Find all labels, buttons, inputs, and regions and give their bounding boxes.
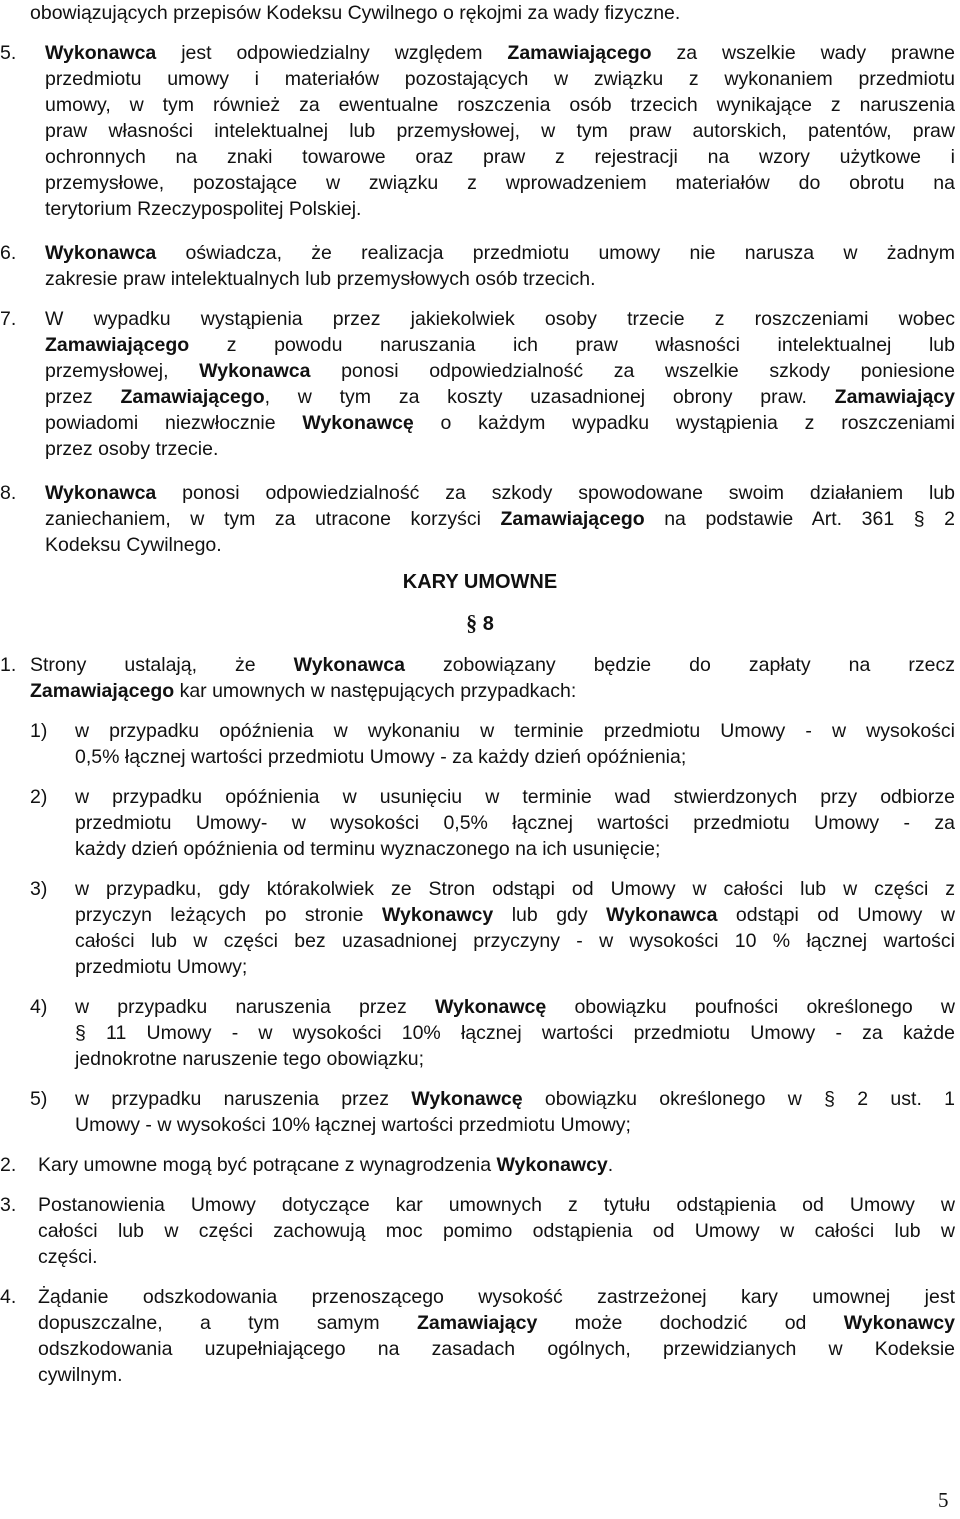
paragraph-number: 3. <box>0 1194 17 1216</box>
paragraph-line: Strony ustalają, że Wykonawca zobowiązany będzie do zapłaty na rzecz <box>30 654 955 676</box>
party-name: Zamawiającego <box>507 42 652 64</box>
list-item-line: w przypadku naruszenia przez Wykonawcę obowiązku poufności określonego w <box>75 996 955 1018</box>
paragraph-number: 2. <box>0 1154 17 1176</box>
paragraph-line: Wykonawca ponosi odpowiedzialność za szkody spowodowane swoim działaniem lub <box>45 482 955 504</box>
paragraph-number: 1. <box>0 654 17 676</box>
party-name: Zamawiającego <box>500 508 645 530</box>
list-item-number: 5) <box>30 1088 48 1110</box>
paragraph-line: praw własności intelektualnej lub przemysłowej, w tym praw autorskich, patentów, praw <box>45 120 955 142</box>
paragraph-number: 7. <box>0 308 17 330</box>
paragraph-line: obowiązujących przepisów Kodeksu Cywilnego o rękojmi za wady fizyczne. <box>30 2 681 24</box>
paragraph-line: Kary umowne mogą być potrącane z wynagrodzenia Wykonawcy. <box>38 1154 614 1176</box>
list-item-line: § 11 Umowy - w wysokości 10% łącznej wartości przedmiotu Umowy - za każde <box>75 1022 955 1044</box>
paragraph-line: Żądanie odszkodowania przenoszącego wysokość zastrzeżonej kary umownej jest <box>38 1286 955 1308</box>
party-name: Wykonawca <box>293 654 405 676</box>
section-number <box>0 610 960 636</box>
paragraph-number: 8. <box>0 482 17 504</box>
section-heading: KARY UMOWNE <box>402 571 558 593</box>
party-name: Wykonawcy <box>381 904 494 926</box>
party-name: Wykonawca <box>45 482 157 504</box>
party-name: Wykonawca <box>606 904 718 926</box>
paragraph-line: Wykonawca jest odpowiedzialny względem Zamawiającego za wszelkie wady prawne <box>45 42 955 64</box>
paragraph-line: W wypadku wystąpienia przez jakiekolwiek osoby trzecie z roszczeniami wobec <box>45 308 955 330</box>
paragraph-line: umowy, w tym również za ewentualne roszczenia osób trzecich wynikające z naruszenia <box>45 94 955 116</box>
list-item-line: każdy dzień opóźnienia od terminu wyznaczonego na ich usunięcie; <box>75 838 661 860</box>
paragraph-line: dopuszczalne, a tym samym Zamawiający może dochodzić od Wykonawcy <box>38 1312 955 1334</box>
party-name: Wykonawca <box>45 42 157 64</box>
paragraph-line: odszkodowania uzupełniającego na zasadach ogólnych, przewidzianych w Kodeksie <box>38 1338 955 1360</box>
party-name: Zamawiającego <box>30 680 175 702</box>
party-name: Wykonawcę <box>411 1088 523 1110</box>
list-item-line: jednokrotne naruszenie tego obowiązku; <box>75 1048 425 1070</box>
paragraph-number: 5. <box>0 42 17 64</box>
page-number: 5 <box>938 1488 949 1512</box>
list-item-line: w przypadku naruszenia przez Wykonawcę obowiązku określonego w § 2 ust. 1 <box>75 1088 955 1110</box>
list-item-line: całości lub w części bez uzasadnionej przyczyny - w wysokości 10 % łącznej wartości <box>75 930 955 952</box>
party-name: Zamawiający <box>834 386 955 408</box>
list-item-line: w przypadku opóźnienia w usunięciu w terminie wad stwierdzonych przy odbiorze <box>75 786 955 808</box>
paragraph-number: 6. <box>0 242 17 264</box>
paragraph-line: przez Zamawiającego, w tym za koszty uzasadnionej obrony praw. Zamawiający <box>45 386 955 408</box>
list-item-line: Umowy - w wysokości 10% łącznej wartości przedmiotu Umowy; <box>75 1114 631 1136</box>
paragraph-line: Postanowienia Umowy dotyczące kar umownych z tytułu odstąpienia od Umowy w <box>38 1194 955 1216</box>
paragraph-line: cywilnym. <box>38 1364 123 1386</box>
list-item-line: przyczyn leżących po stronie Wykonawcy lub gdy Wykonawca odstąpi od Umowy w <box>75 904 955 926</box>
party-name: Wykonawcę <box>434 996 547 1018</box>
list-item-line: przedmiotu Umowy; <box>75 956 248 978</box>
list-item-line: przedmiotu Umowy- w wysokości 0,5% łącznej wartości przedmiotu Umowy - za <box>75 812 955 834</box>
list-item-number: 2) <box>30 786 48 808</box>
party-name: Zamawiającego <box>45 334 190 356</box>
party-name: Zamawiający <box>416 1312 538 1334</box>
paragraph-line: Zamawiającego z powodu naruszania ich praw własności intelektualnej lub <box>45 334 955 356</box>
party-name: Wykonawcę <box>302 412 414 434</box>
list-item-number: 1) <box>30 720 48 742</box>
paragraph-number: 4. <box>0 1286 17 1308</box>
paragraph-line: terytorium Rzeczypospolitej Polskiej. <box>45 198 362 220</box>
paragraph-line: Zamawiającego kar umownych w następujących przypadkach: <box>30 680 577 702</box>
paragraph-line: przez osoby trzecie. <box>45 438 219 460</box>
paragraph-line: Wykonawca oświadcza, że realizacja przedmiotu umowy nie narusza w żadnym <box>45 242 955 264</box>
paragraph-line: zaniechaniem, w tym za utracone korzyści Zamawiającego na podstawie Art. 361 § 2 <box>45 508 955 530</box>
party-name: Wykonawca <box>45 242 157 264</box>
list-item-line: 0,5% łącznej wartości przedmiotu Umowy - za każdy dzień opóźnienia; <box>75 746 687 768</box>
party-name: Wykonawca <box>199 360 311 382</box>
section-number-value: 8 <box>482 613 494 635</box>
list-item-line: w przypadku, gdy którakolwiek ze Stron odstąpi od Umowy w całości lub w części z <box>75 878 955 900</box>
list-item-line: w przypadku opóźnienia w wykonaniu w terminie przedmiotu Umowy - w wysokości <box>75 720 955 742</box>
paragraph-line: Kodeksu Cywilnego. <box>45 534 222 556</box>
paragraph-line: zakresie praw intelektualnych lub przemysłowych osób trzecich. <box>45 268 596 290</box>
party-name: Wykonawcy <box>496 1154 608 1176</box>
party-name: Zamawiającego <box>120 386 265 408</box>
paragraph-line: przedmiotu umowy i materiałów pozostających w związku z wykonaniem przedmiotu <box>45 68 955 90</box>
paragraph-line: przemysłowej, Wykonawca ponosi odpowiedzialność za wszelkie szkody poniesione <box>45 360 955 382</box>
paragraph-line: ochronnych na znaki towarowe oraz praw z rejestracji na wzory użytkowe i <box>45 146 955 168</box>
list-item-number: 3) <box>30 878 48 900</box>
list-item-number: 4) <box>30 996 48 1018</box>
party-name: Wykonawcy <box>843 1312 955 1334</box>
paragraph-line: całości lub w części zachowują moc pomimo odstąpienia od Umowy w całości lub w <box>38 1220 955 1242</box>
section-sign: § <box>466 610 478 635</box>
paragraph-line: części. <box>38 1246 98 1268</box>
paragraph-line: powiadomi niezwłocznie Wykonawcę o każdym wypadku wystąpienia z roszczeniami <box>45 412 955 434</box>
paragraph-line: przemysłowe, pozostające w związku z wprowadzeniem materiałów do obrotu na <box>45 172 955 194</box>
